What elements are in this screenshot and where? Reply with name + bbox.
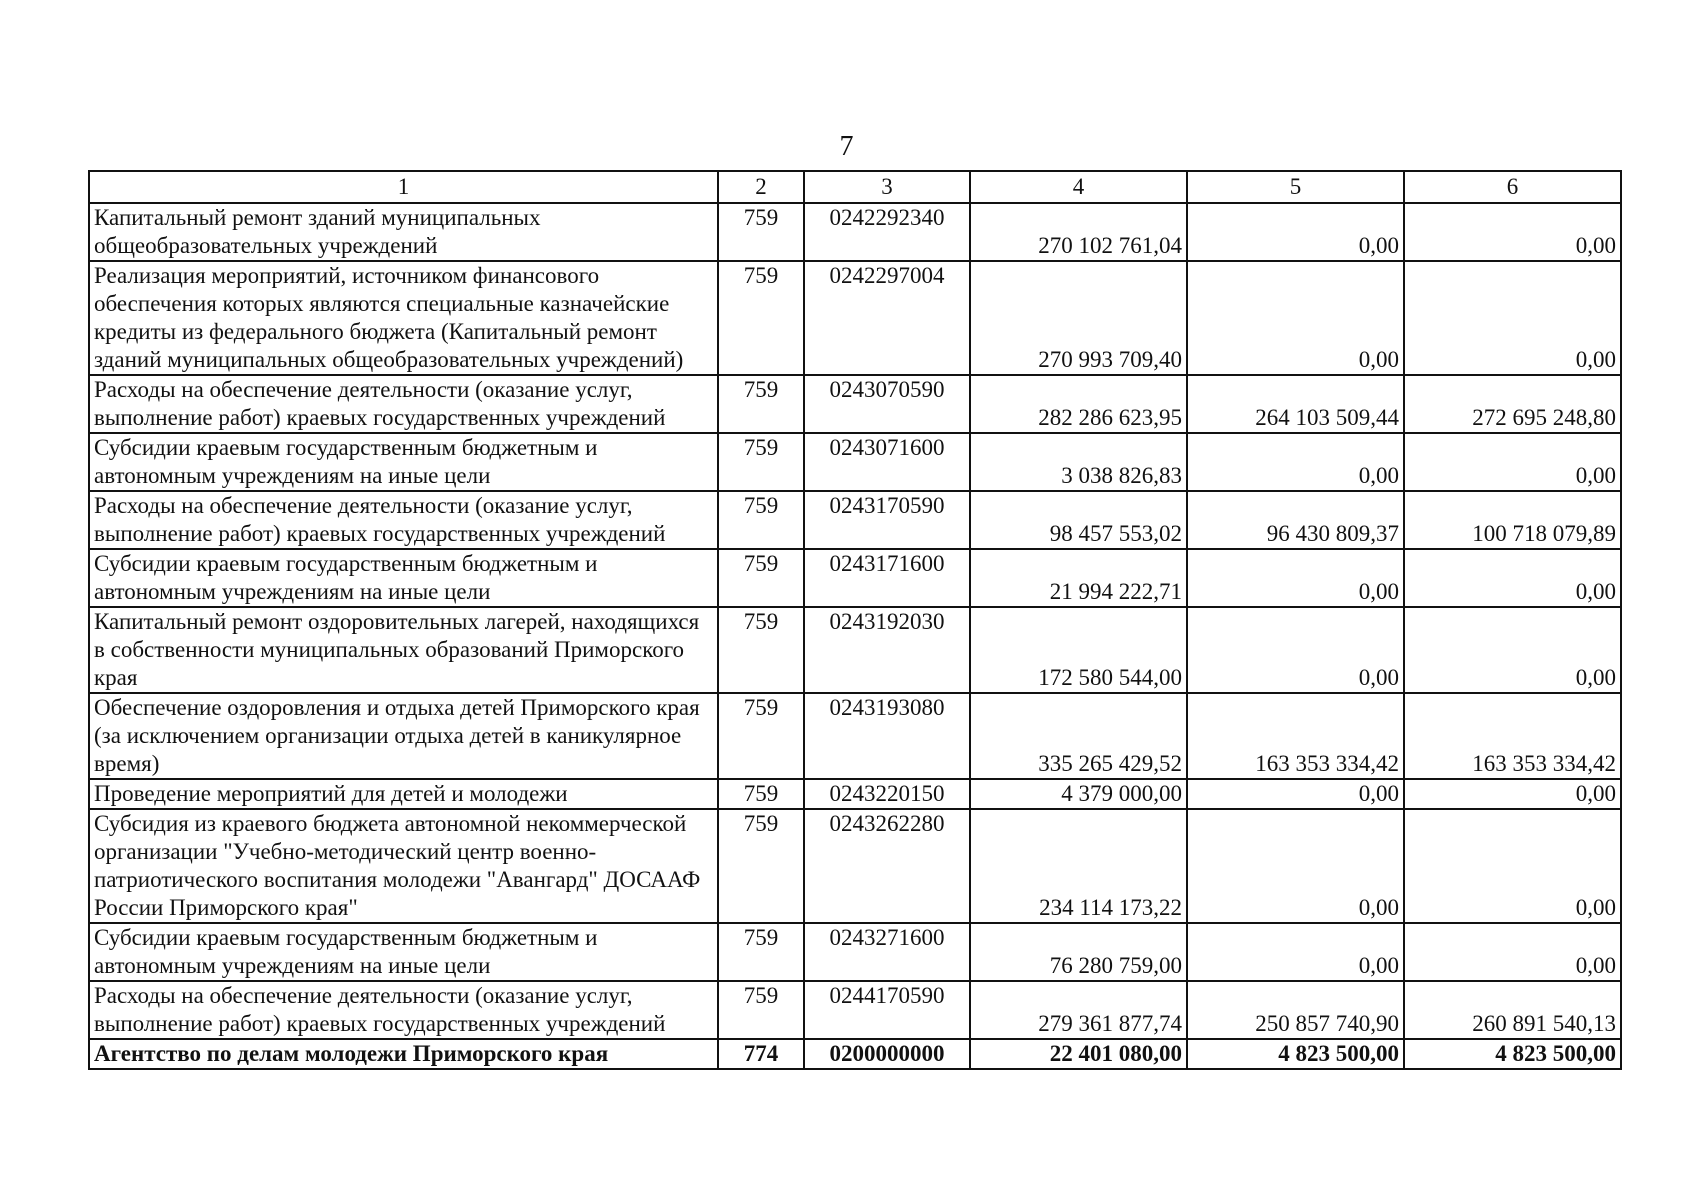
row-amount-6: 100 718 079,89 — [1404, 491, 1621, 549]
row-code-ministry: 759 — [718, 779, 804, 809]
row-code-ministry: 759 — [718, 693, 804, 779]
total-name: Агентство по делам молодежи Приморского края — [89, 1039, 718, 1069]
row-amount-6: 0,00 — [1404, 779, 1621, 809]
table-row — [89, 203, 1621, 261]
row-code-target: 0243262280 — [804, 809, 970, 923]
row-amount-4: 3 038 826,83 — [970, 433, 1187, 491]
row-name: Субсидии краевым государственным бюджетным и автономным учреждениям на иные цели — [89, 923, 718, 981]
row-amount-4: 76 280 759,00 — [970, 923, 1187, 981]
row-name: Субсидия из краевого бюджета автономной некоммерческой организации "Учебно-методический центр военно-патриотического воспитания молодежи "Авангард" ДОСААФ России Приморского края" — [89, 809, 718, 923]
header-cell-6: 6 — [1404, 171, 1621, 203]
row-amount-5: 0,00 — [1187, 433, 1404, 491]
row-code-target: 0243171600 — [804, 549, 970, 607]
row-amount-6: 0,00 — [1404, 809, 1621, 923]
total-code-target: 0200000000 — [804, 1039, 970, 1069]
row-amount-6: 0,00 — [1404, 923, 1621, 981]
row-name: Капитальный ремонт оздоровительных лагерей, находящихся в собственности муниципальных образований Приморского края — [89, 607, 718, 693]
row-amount-5: 250 857 740,90 — [1187, 981, 1404, 1039]
row-code-ministry: 759 — [718, 433, 804, 491]
row-amount-4: 335 265 429,52 — [970, 693, 1187, 779]
table-row — [89, 261, 1621, 375]
row-code-target: 0243271600 — [804, 923, 970, 981]
row-code-ministry: 759 — [718, 607, 804, 693]
row-amount-6: 0,00 — [1404, 607, 1621, 693]
page-number: 7 — [839, 131, 854, 162]
row-amount-6: 260 891 540,13 — [1404, 981, 1621, 1039]
table-row — [89, 981, 1621, 1039]
row-code-target: 0243192030 — [804, 607, 970, 693]
header-cell-5: 5 — [1187, 171, 1404, 203]
table-row — [89, 549, 1621, 607]
row-name: Расходы на обеспечение деятельности (оказание услуг, выполнение работ) краевых государственных учреждений — [89, 491, 718, 549]
row-code-ministry: 759 — [718, 809, 804, 923]
row-amount-4: 98 457 553,02 — [970, 491, 1187, 549]
row-amount-5: 163 353 334,42 — [1187, 693, 1404, 779]
row-amount-5: 0,00 — [1187, 779, 1404, 809]
row-amount-6: 163 353 334,42 — [1404, 693, 1621, 779]
row-amount-5: 0,00 — [1187, 549, 1404, 607]
row-amount-5: 0,00 — [1187, 607, 1404, 693]
total-amount-4: 22 401 080,00 — [970, 1039, 1187, 1069]
row-code-ministry: 759 — [718, 203, 804, 261]
row-name: Капитальный ремонт зданий муниципальных общеобразовательных учреждений — [89, 203, 718, 261]
header-row — [89, 171, 1621, 203]
row-code-target: 0242297004 — [804, 261, 970, 375]
row-name: Субсидии краевым государственным бюджетным и автономным учреждениям на иные цели — [89, 433, 718, 491]
row-name: Расходы на обеспечение деятельности (оказание услуг, выполнение работ) краевых государственных учреждений — [89, 375, 718, 433]
row-amount-5: 96 430 809,37 — [1187, 491, 1404, 549]
row-amount-5: 0,00 — [1187, 809, 1404, 923]
table-row — [89, 779, 1621, 809]
budget-table — [88, 170, 1622, 1070]
row-amount-5: 0,00 — [1187, 923, 1404, 981]
table-row — [89, 923, 1621, 981]
table-row — [89, 693, 1621, 779]
row-code-ministry: 759 — [718, 981, 804, 1039]
row-amount-5: 264 103 509,44 — [1187, 375, 1404, 433]
row-amount-6: 0,00 — [1404, 203, 1621, 261]
row-amount-4: 234 114 173,22 — [970, 809, 1187, 923]
row-amount-5: 0,00 — [1187, 261, 1404, 375]
header-cell-3: 3 — [804, 171, 970, 203]
row-code-ministry: 759 — [718, 549, 804, 607]
row-code-target: 0242292340 — [804, 203, 970, 261]
table-row — [89, 433, 1621, 491]
row-code-ministry: 759 — [718, 375, 804, 433]
header-cell-1: 1 — [89, 171, 718, 203]
row-name: Реализация мероприятий, источником финансового обеспечения которых являются специальные казначейские кредиты из федерального бюджета (Капитальный ремонт зданий муниципальных общеобразовательных учреждений) — [89, 261, 718, 375]
header-cell-4: 4 — [970, 171, 1187, 203]
row-code-target: 0243220150 — [804, 779, 970, 809]
row-amount-5: 0,00 — [1187, 203, 1404, 261]
row-amount-4: 172 580 544,00 — [970, 607, 1187, 693]
row-amount-4: 21 994 222,71 — [970, 549, 1187, 607]
row-code-ministry: 759 — [718, 261, 804, 375]
row-amount-4: 279 361 877,74 — [970, 981, 1187, 1039]
row-name: Проведение мероприятий для детей и молодежи — [89, 779, 718, 809]
row-amount-4: 270 993 709,40 — [970, 261, 1187, 375]
row-amount-6: 272 695 248,80 — [1404, 375, 1621, 433]
table-row — [89, 809, 1621, 923]
total-amount-5: 4 823 500,00 — [1187, 1039, 1404, 1069]
row-amount-6: 0,00 — [1404, 261, 1621, 375]
total-amount-6: 4 823 500,00 — [1404, 1039, 1621, 1069]
table-row — [89, 607, 1621, 693]
row-code-target: 0243070590 — [804, 375, 970, 433]
table-row — [89, 491, 1621, 549]
row-amount-6: 0,00 — [1404, 549, 1621, 607]
row-code-ministry: 759 — [718, 491, 804, 549]
row-name: Обеспечение оздоровления и отдыха детей Приморского края (за исключением организации отдыха детей в каникулярное время) — [89, 693, 718, 779]
total-row — [89, 1039, 1621, 1069]
row-code-target: 0243170590 — [804, 491, 970, 549]
row-amount-4: 282 286 623,95 — [970, 375, 1187, 433]
total-code-ministry: 774 — [718, 1039, 804, 1069]
row-code-target: 0244170590 — [804, 981, 970, 1039]
row-amount-6: 0,00 — [1404, 433, 1621, 491]
row-name: Субсидии краевым государственным бюджетным и автономным учреждениям на иные цели — [89, 549, 718, 607]
row-code-target: 0243193080 — [804, 693, 970, 779]
row-code-ministry: 759 — [718, 923, 804, 981]
header-cell-2: 2 — [718, 171, 804, 203]
row-amount-4: 270 102 761,04 — [970, 203, 1187, 261]
row-name: Расходы на обеспечение деятельности (оказание услуг, выполнение работ) краевых государственных учреждений — [89, 981, 718, 1039]
table-row — [89, 375, 1621, 433]
row-amount-4: 4 379 000,00 — [970, 779, 1187, 809]
row-code-target: 0243071600 — [804, 433, 970, 491]
